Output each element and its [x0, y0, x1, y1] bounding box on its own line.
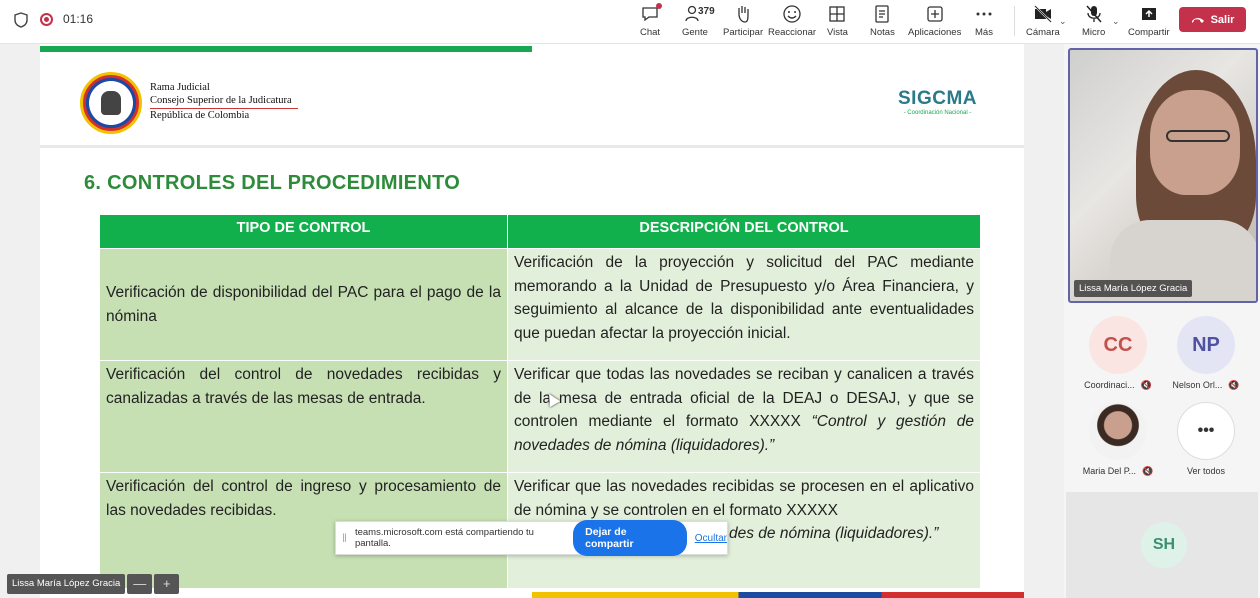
view-button[interactable]	[827, 4, 848, 40]
camera-button[interactable]	[1026, 4, 1060, 40]
meeting-toolbar	[0, 0, 1260, 44]
stop-sharing-button[interactable]: Dejar de compartir	[573, 520, 687, 556]
phone-hangup-icon	[1191, 16, 1205, 24]
more-icon: •••	[1177, 402, 1235, 460]
cell-descripcion: Verificación de la proyección y solicitud del PAC mediante memorando a la Unidad de Presupuesto y/o Área Financiera, y seguimiento al alcance de la disponibilidad ante eventualidades que puedan afectar la proyección inicial.	[508, 249, 981, 361]
shield-icon	[14, 12, 28, 28]
camera-chevron-down-icon[interactable]: ⌄	[1059, 16, 1067, 26]
leave-label: Salir	[1210, 13, 1235, 26]
raise-hand-button[interactable]	[723, 4, 763, 40]
table-row	[100, 249, 981, 361]
slide-bottom-stripe	[532, 592, 1024, 598]
chat-button[interactable]	[640, 4, 660, 40]
hide-banner-link[interactable]: Ocultar	[694, 532, 727, 544]
speaker-glasses	[1166, 130, 1230, 142]
slide-header	[40, 52, 1024, 148]
mic-button[interactable]	[1082, 4, 1105, 40]
brand-name: SIGCMA	[898, 88, 977, 109]
avatar: NP	[1177, 316, 1235, 374]
org-line-3: República de Colombia	[150, 110, 250, 121]
participant-tile[interactable]	[1066, 492, 1258, 598]
drag-handle-icon[interactable]: ‖	[342, 531, 347, 545]
avatar: SH	[1141, 522, 1187, 568]
leave-button[interactable]	[1179, 7, 1246, 32]
column-header-tipo: TIPO DE CONTROL	[100, 215, 508, 249]
notes-label: Notas	[870, 27, 895, 38]
participant-tile[interactable]	[1166, 316, 1246, 391]
avatar: CC	[1089, 316, 1147, 374]
hand-icon	[733, 4, 753, 24]
shared-screen	[0, 44, 1064, 598]
participant-name: Nelson Orl...	[1172, 380, 1223, 390]
sigcma-logo	[898, 88, 977, 116]
cell-descripcion-text: Verificar que las novedades recibidas se procesen en el aplicativo de nómina y se controlen en el formato XXXXX	[514, 478, 974, 519]
org-line-1: Rama Judicial	[150, 82, 210, 93]
cell-tipo: Verificación del control de novedades recibidas y canalizadas a través de las mesas de entrada.	[100, 361, 508, 473]
presenter-name: Lissa María López Gracia	[7, 574, 125, 594]
screen-share-banner	[335, 521, 728, 555]
more-button[interactable]	[974, 4, 994, 40]
notes-icon	[872, 4, 892, 24]
people-count: 379	[698, 6, 715, 17]
org-rule	[150, 108, 298, 109]
mic-muted-icon: 🔇	[1142, 466, 1154, 476]
cell-descripcion	[508, 361, 981, 473]
apps-button[interactable]	[908, 4, 961, 40]
table-header-row	[100, 215, 981, 249]
participant-tile[interactable]	[1078, 402, 1158, 477]
camera-off-icon	[1033, 4, 1053, 24]
participants-rail	[1064, 44, 1260, 598]
more-label: Más	[975, 27, 993, 38]
chat-badge	[656, 3, 662, 9]
share-banner-text: teams.microsoft.com está compartiendo tu pantalla.	[354, 527, 534, 549]
cell-tipo: Verificación del control de ingreso y procesamiento de las novedades recibidas.	[100, 473, 508, 589]
react-button[interactable]	[768, 4, 816, 40]
smiley-icon	[782, 4, 802, 24]
mic-chevron-down-icon[interactable]: ⌄	[1112, 16, 1120, 26]
avatar-photo	[1089, 402, 1147, 460]
organization-block	[150, 82, 298, 123]
camera-label: Cámara	[1026, 27, 1060, 38]
coat-of-arms-logo	[80, 72, 142, 134]
participant-name: Coordinaci...	[1084, 380, 1135, 390]
mic-off-icon	[1084, 4, 1104, 24]
speaker-name: Lissa María López Gracia	[1074, 280, 1192, 297]
chat-label: Chat	[640, 27, 661, 38]
meeting-timer: 01:16	[63, 12, 94, 26]
presenter-tag	[7, 574, 179, 594]
participant-name: Maria Del P...	[1082, 466, 1137, 476]
speaker-face	[1150, 90, 1240, 195]
share-icon	[1139, 4, 1159, 24]
zoom-in-button[interactable]: +	[154, 574, 179, 594]
presentation-slide	[40, 44, 1024, 598]
notes-button[interactable]	[870, 4, 895, 40]
see-all-label: Ver todos	[1186, 466, 1226, 476]
cell-descripcion-text: Verificar que todas las novedades se reciban y canalicen a través de la mesa de entrada oficial de la DEAJ o DESAJ, y que se controlen mediante el formato XXXXX	[514, 366, 974, 431]
cell-descripcion-italic: des de nómina (liquidadores).”	[729, 525, 939, 543]
slide-title: 6. CONTROLES DEL PROCEDIMIENTO	[84, 172, 461, 194]
org-line-2: Consejo Superior de la Judicatura	[150, 94, 292, 106]
view-label: Vista	[827, 27, 848, 38]
more-icon	[974, 4, 994, 24]
people-label: Gente	[682, 27, 708, 38]
cell-tipo: Verificación de disponibilidad del PAC para el pago de la nómina	[100, 249, 508, 361]
grid-icon	[827, 4, 847, 24]
mic-muted-icon: 🔇	[1228, 380, 1240, 390]
mic-label: Micro	[1082, 27, 1106, 38]
share-button[interactable]	[1128, 4, 1170, 40]
speaker-video[interactable]	[1068, 48, 1258, 303]
brand-subtitle: - Coordinación Nacional -	[903, 110, 972, 116]
see-all-tile[interactable]	[1166, 402, 1246, 476]
zoom-out-button[interactable]: —	[127, 574, 152, 594]
table-row	[100, 361, 981, 473]
share-label: Compartir	[1128, 27, 1170, 38]
raise-hand-label: Participar	[723, 27, 764, 38]
toolbar-divider	[1014, 6, 1015, 36]
mic-muted-icon: 🔇	[1140, 380, 1152, 390]
recording-icon	[40, 13, 53, 26]
participant-tile[interactable]	[1078, 316, 1158, 391]
apps-label: Aplicaciones	[908, 27, 962, 38]
cell-descripcion-italic: “Control y gestión de novedades de nómina (liquidadores).”	[514, 413, 974, 454]
react-label: Reaccionar	[768, 27, 817, 38]
column-header-descripcion: DESCRIPCIÓN DEL CONTROL	[508, 215, 981, 249]
plus-square-icon	[925, 4, 945, 24]
